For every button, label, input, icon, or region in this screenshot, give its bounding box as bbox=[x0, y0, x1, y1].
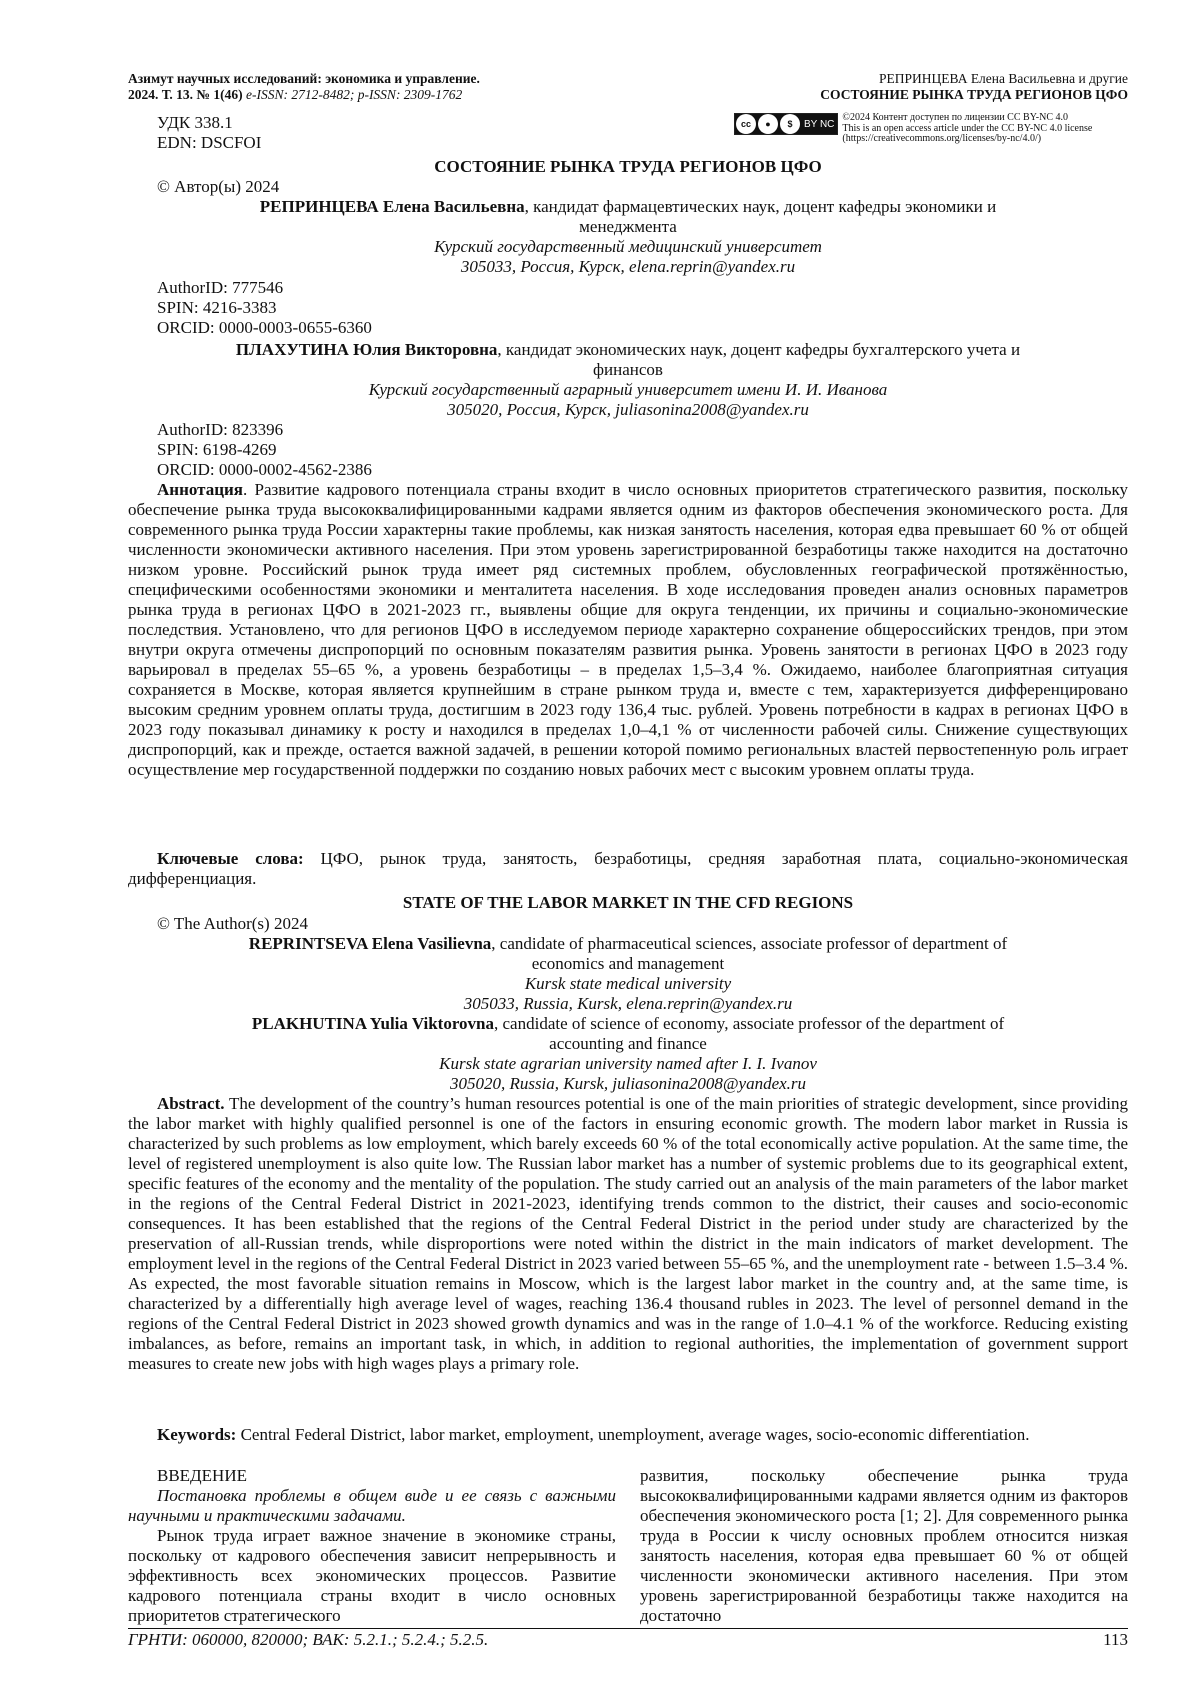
license-line-en: This is an open access article under the CC BY-NC 4.0 license bbox=[842, 122, 1093, 134]
en-author1-address: 305033, Russia, Kursk, elena.reprin@yandex.ru bbox=[463, 994, 793, 1013]
en-author2-name: PLAKHUTINA Yulia Viktorovna bbox=[251, 1014, 495, 1033]
ru-author2-name: ПЛАХУТИНА Юлия Викторовна bbox=[235, 340, 498, 359]
en-author2-position-cont: accounting and finance bbox=[549, 1034, 707, 1053]
ru-title: СОСТОЯНИЕ РЫНКА ТРУДА РЕГИОНОВ ЦФО bbox=[434, 157, 822, 176]
intro-subheading: Постановка проблемы в общем виде и ее связь с важными научными и практическими задачами. bbox=[128, 1486, 616, 1525]
en-author1-block bbox=[128, 934, 1128, 1014]
intro-heading: ВВЕДЕНИЕ bbox=[157, 1466, 247, 1485]
ru-abstract bbox=[128, 480, 1128, 780]
ru-author1-position-cont: менеджмента bbox=[579, 217, 677, 236]
en-keywords-label: Keywords: bbox=[157, 1425, 237, 1444]
ru-author1-position: , кандидат фармацевтических наук, доцент кафедры экономики и bbox=[524, 197, 997, 216]
ru-keywords-label: Ключевые слова: bbox=[157, 849, 304, 868]
en-keywords-text: Central Federal District, labor market, employment, unemployment, average wages, socio-economic differentiation. bbox=[236, 1425, 1030, 1444]
ru-author1-ids bbox=[157, 278, 372, 338]
en-author2-block bbox=[128, 1014, 1128, 1094]
ru-abstract-label: Аннотация bbox=[157, 480, 243, 499]
en-author1-name: REPRINTSEVA Elena Vasilievna bbox=[248, 934, 492, 953]
running-authors: РЕПРИНЦЕВА Елена Васильевна и другие bbox=[879, 71, 1128, 86]
ru-author1-address: 305033, Россия, Курск, elena.reprin@yandex.ru bbox=[460, 257, 796, 276]
en-author1-position-cont: economics and management bbox=[531, 954, 725, 973]
en-author2-address: 305020, Russia, Kursk, juliasonina2008@yandex.ru bbox=[449, 1074, 807, 1093]
en-title: STATE OF THE LABOR MARKET IN THE CFD REGIONS bbox=[402, 893, 854, 912]
ru-author2-block bbox=[128, 340, 1128, 420]
license-text bbox=[842, 113, 1092, 145]
ru-author1-affiliation: Курский государственный медицинский университет bbox=[434, 237, 822, 256]
ru-copyright: © Автор(ы) 2024 bbox=[157, 177, 280, 196]
udc-block bbox=[157, 113, 261, 153]
running-title: СОСТОЯНИЕ РЫНКА ТРУДА РЕГИОНОВ ЦФО bbox=[820, 87, 1128, 102]
ru-author1-name: РЕПРИНЦЕВА Елена Васильевна bbox=[259, 197, 525, 216]
nc-icon: $ bbox=[780, 114, 800, 134]
intro-col-left bbox=[128, 1466, 616, 1626]
license-line-ru: ©2024 Контент доступен по лицензии CC BY-NC 4.0 bbox=[842, 112, 1069, 123]
edn: EDN: DSCFOI bbox=[157, 133, 262, 152]
ru-author2-orcid: ORCID: 0000-0002-4562-2386 bbox=[157, 460, 372, 479]
ru-author1-block bbox=[128, 197, 1128, 277]
en-abstract bbox=[128, 1094, 1128, 1374]
intro-col1-text: Рынок труда играет важное значение в экономике страны, поскольку от кадрового обеспечения зависит непрерывность и эффективность всех экономических процессов. Развитие кадрового потенциала страны входит в число основных приоритетов стратегического bbox=[128, 1526, 616, 1625]
cc-license-badge bbox=[734, 113, 838, 135]
page-number: 113 bbox=[1103, 1630, 1128, 1649]
running-header bbox=[820, 71, 1128, 103]
cc-icon: cc bbox=[736, 114, 756, 134]
ru-author1-authorid: AuthorID: 777546 bbox=[157, 278, 284, 297]
ru-author2-affiliation: Курский государственный аграрный университет имени И. И. Иванова bbox=[368, 380, 888, 399]
journal-header bbox=[128, 71, 480, 103]
ru-author1-orcid: ORCID: 0000-0003-0655-6360 bbox=[157, 318, 372, 337]
en-abstract-text: The development of the country’s human resources potential is one of the main priorities of strategic development, since providing the labor market with highly qualified personnel is one of the factors in ensuring economic growth. The modern labor market in Russia is characterized by such problems as low employment, which barely exceeds 60 % of the total economically active population. At the same time, the level of registered unemployment is also quite low. The Russian labor market has a number of systemic problems due to its geographical extent, specific features of the economy and the mentality of the population. The study carried out an analysis of the main parameters of the labor market in the regions of the Central Federal District in 2021-2023, identifying trends common to the district, their causes and socio-economic consequences. It has been established that the regions of the Central Federal District in the period under study are characterized by the preservation of all-Russian trends, while disproportions were noted within the district in the main indicators of market development. The employment level in the regions of the Central Federal District in 2023 varied between 55–65 %, and the unemployment rate - between 1.5–3.4 %. As expected, the most favorable situation remains in Moscow, which is the largest labor market in the country and, at the same time, is characterized by a differentially high average level of wages, reaching 136.4 thousand rubles in 2023. The level of personnel demand in the regions of the Central Federal District in 2023 showed growth dynamics and was in the range of 1.0–4.1 % of the workforce. Reducing existing imbalances, as before, remains an important task, in which, in addition to regional authorities, the implementation of government support measures to create new jobs with high wages plays a primary role. bbox=[128, 1094, 1128, 1373]
en-keywords bbox=[128, 1425, 1128, 1445]
en-author2-position: , candidate of science of economy, associate professor of the department of bbox=[494, 1014, 1005, 1033]
en-author1-position: , candidate of pharmaceutical sciences, associate professor of department of bbox=[491, 934, 1008, 953]
ru-abstract-text: . Развитие кадрового потенциала страны входит в число основных приоритетов стратегического развития, поскольку обеспечение рынка труда высококвалифицированными кадрами является одним из факторов обеспечения экономического роста. Для современного рынка труда России характерны такие проблемы, как низкая занятость населения, которая едва превышает 60 % от общей численности экономически активного населения. При этом уровень зарегистрированной безработицы также находится на достаточно низком уровне. Российский рынок труда имеет ряд системных проблем, обусловленных географической протяжённостью, специфическими особенностями экономики и менталитета населения. В ходе исследования проведен анализ основных параметров рынка труда в регионах ЦФО в 2021-2023 гг., выявлены общие для округа тенденции, их причины и социально-экономические последствия. Установлено, что для регионов ЦФО в исследуемом периоде характерно сохранение общероссийских трендов, при этом внутри округа отмечены диспропорций по основным показателям развития рынка. Уровень занятости в регионах ЦФО в 2023 году варьировал в пределах 55–65 %, а уровень безработицы – в пределах 1,5–3,4 %. Ожидаемо, наиболее благоприятная ситуация сохраняется в Москве, которая является крупнейшим в стране рынком труда и, вместе с тем, характеризуется дифференцировано высоким средним уровнем оплаты труда, достигшим в 2023 году 136,4 тыс. рублей. Уровень потребности в кадрах в регионах ЦФО в 2023 году показывал динамику к росту и находился в пределах 1,0–4,1 % от численности рабочей силы. Снижение существующих диспропорций, как и прежде, остается важной задачей, в решении которой помимо региональных властей первостепенную роль играет осуществление мер государственной поддержки по созданию новых рабочих мест с высоким уровнем оплаты труда. bbox=[128, 480, 1128, 779]
en-abstract-label: Abstract. bbox=[157, 1094, 225, 1113]
ru-author1-spin: SPIN: 4216-3383 bbox=[157, 298, 277, 317]
ru-keywords-text: ЦФО, рынок труда, занятость, безработицы, средняя заработная плата, социально-экономическая дифференциация. bbox=[128, 849, 1128, 888]
license-block bbox=[734, 113, 1092, 145]
cc-badge-label: BY NC bbox=[804, 118, 835, 130]
ru-author2-spin: SPIN: 6198-4269 bbox=[157, 440, 277, 459]
ru-author2-position: , кандидат экономических наук, доцент кафедры бухгалтерского учета и bbox=[497, 340, 1021, 359]
journal-title: Азимут научных исследований: экономика и управление. bbox=[128, 71, 480, 86]
license-url: (https://creativecommons.org/licenses/by-nc/4.0/) bbox=[842, 133, 1042, 144]
footer-rule bbox=[128, 1628, 1128, 1629]
footer-classifiers: ГРНТИ: 060000, 820000; ВАК: 5.2.1.; 5.2.4.; 5.2.5. bbox=[128, 1630, 489, 1649]
journal-issue: 2024. Т. 13. № 1(46) bbox=[128, 87, 243, 102]
ru-author2-address: 305020, Россия, Курск, juliasonina2008@yandex.ru bbox=[447, 400, 809, 419]
en-copyright: © The Author(s) 2024 bbox=[157, 914, 308, 933]
journal-issn: e-ISSN: 2712-8482; p-ISSN: 2309-1762 bbox=[242, 87, 463, 102]
intro-col2-text: развития, поскольку обеспечение рынка труда высококвалифицированными кадрами является одним из факторов обеспечения экономического роста [1; 2]. Для современного рынка труда в России к числу основных проблем относится низкая занятость населения, которая едва превышает 60 % от общей численности экономически активного населения. При этом уровень зарегистрированной безработицы также находится на достаточно bbox=[640, 1466, 1128, 1625]
en-author2-affiliation: Kursk state agrarian university named after I. I. Ivanov bbox=[439, 1054, 817, 1073]
ru-keywords bbox=[128, 849, 1128, 889]
ru-author2-ids bbox=[157, 420, 372, 480]
ru-author2-authorid: AuthorID: 823396 bbox=[157, 420, 284, 439]
by-icon: ● bbox=[758, 114, 778, 134]
en-author1-affiliation: Kursk state medical university bbox=[524, 974, 732, 993]
udc: УДК 338.1 bbox=[157, 113, 233, 132]
ru-author2-position-cont: финансов bbox=[593, 360, 663, 379]
